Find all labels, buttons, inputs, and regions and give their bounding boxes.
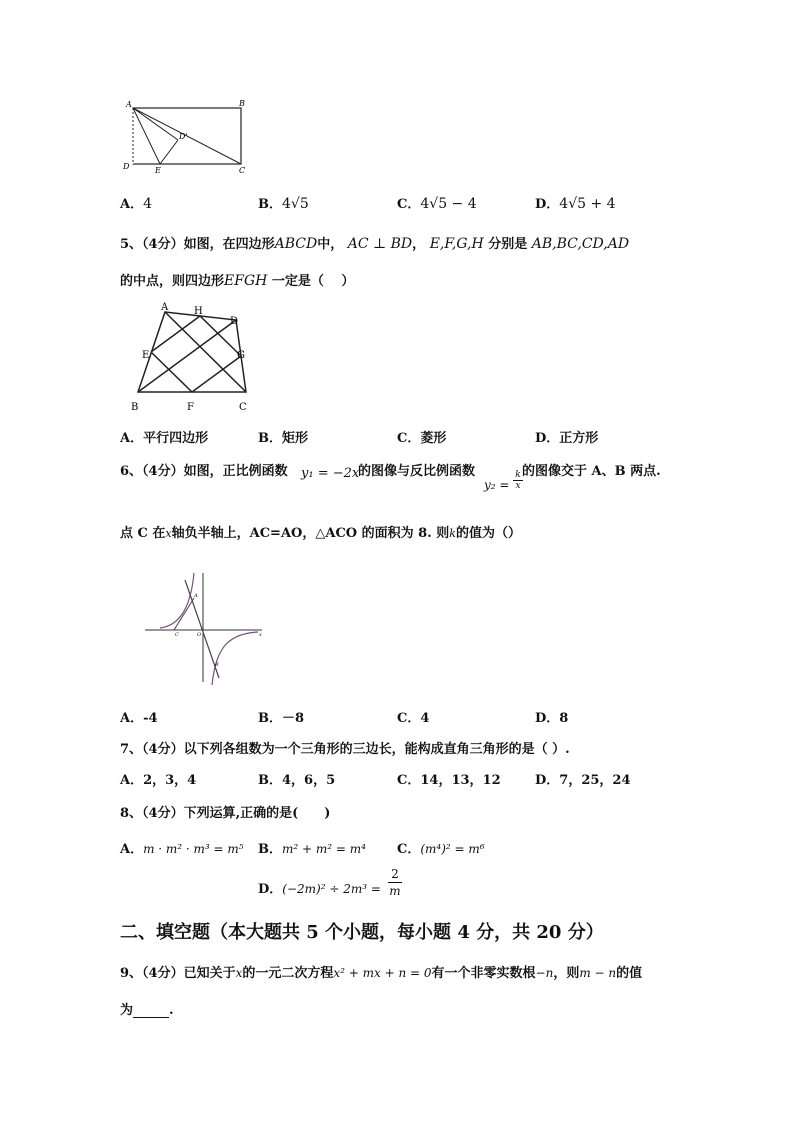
option-label: A．	[120, 711, 144, 726]
option-label: B．	[258, 773, 282, 788]
q7-option-d	[535, 769, 631, 788]
option-label: B．	[258, 431, 282, 446]
q6-stem-line1b: 的图像与反比例函数	[358, 464, 476, 479]
option-text: (−2m)² ÷ 2m³ =	[282, 882, 381, 896]
q8-option-b	[258, 838, 366, 857]
q5-label-g: G	[237, 350, 245, 361]
q5-option-c	[397, 427, 446, 446]
q8-option-d	[258, 878, 381, 897]
q5-figure	[128, 300, 258, 416]
q8-option-c	[397, 838, 485, 857]
q9-equation: x² + mx + n = 0	[333, 966, 432, 980]
q6-text3: 的值为（）	[455, 526, 521, 541]
q9-x: x	[235, 966, 243, 980]
q5-perp: AC ⊥ BD	[347, 236, 413, 252]
option-text: 菱形	[420, 431, 447, 446]
q5-label-d: D	[230, 316, 239, 327]
q6-stem-line1c: 的图像交于 A、B 两点.	[522, 464, 661, 479]
option-text: 4	[143, 196, 153, 212]
q5-label-c: C	[239, 402, 247, 413]
option-text: 4√5	[282, 196, 309, 212]
option-text: 正方形	[559, 431, 599, 446]
q5-option-d	[535, 427, 598, 446]
q4-option-b	[258, 193, 309, 212]
q8-option-a	[120, 838, 244, 857]
q9-stem-line1	[120, 962, 642, 981]
option-label: B．	[258, 842, 282, 857]
option-text: －8	[282, 711, 305, 726]
option-text: m² + m² = m⁴	[282, 842, 366, 856]
option-label: C．	[397, 773, 421, 788]
q5-option-a	[120, 427, 208, 446]
option-label: D．	[535, 711, 560, 726]
option-text: 8	[559, 711, 569, 726]
section-heading: 二、填空题（本大题共 5 个小题，每小题 4 分，共 20 分）	[120, 922, 604, 943]
q5-label-a: A	[161, 302, 169, 313]
option-text: -4	[143, 711, 158, 726]
q6-label-b: B	[215, 662, 219, 668]
q9-text7: .	[169, 1003, 174, 1018]
q5-option-b	[258, 427, 308, 446]
q6-label-o: O	[197, 632, 202, 638]
q9-stem-line2	[120, 999, 174, 1018]
q4-label-e: E	[155, 166, 161, 175]
q9-answer-blank[interactable]	[133, 1004, 169, 1018]
option-label: A．	[120, 431, 144, 446]
option-label: B．	[258, 711, 282, 726]
q4-option-d	[535, 193, 616, 212]
q4-label-b: B	[239, 99, 245, 108]
q5-text4: 一定是（ ）	[271, 274, 355, 289]
q6-label-x: x	[259, 632, 262, 638]
q6-text2: 轴负半轴上，AC=AO，△ACO 的面积为 8. 则	[171, 526, 450, 541]
q9-expr: m − n	[579, 966, 617, 980]
q6-option-a	[120, 707, 158, 726]
option-text: 平行四边形	[143, 431, 209, 446]
q4-label-a: A	[126, 100, 132, 109]
option-text: 7，25，24	[559, 773, 631, 788]
option-label: D．	[258, 882, 283, 897]
q6-label-c: C	[175, 632, 179, 638]
option-label: C．	[397, 197, 421, 212]
option-label: A．	[120, 842, 144, 857]
q5-quad: ABCD	[274, 236, 318, 252]
q6-y1: y₁ = −2x	[301, 466, 360, 481]
q5-label-f: F	[187, 402, 194, 413]
option-text: 4	[420, 711, 430, 726]
q6-label-a: A	[194, 593, 198, 599]
q5-stem-line1	[120, 233, 629, 252]
q6-k: k	[449, 527, 456, 540]
q5-stem-line2	[120, 270, 354, 289]
q8-d-frac-num: 2	[391, 867, 399, 881]
q5-text2: 分别是	[488, 237, 528, 252]
q9-root: −n	[535, 966, 554, 980]
option-label: D．	[535, 197, 560, 212]
q5-label-b: B	[131, 402, 139, 413]
q6-figure	[140, 570, 270, 688]
q8-d-frac-den: m	[389, 884, 401, 898]
q5-points: E,F,G,H	[429, 236, 484, 252]
option-text: 14，13，12	[420, 773, 501, 788]
q9-text5: 的值	[616, 966, 643, 981]
q7-stem: 7、（4分）以下列各组数为一个三角形的三边长，能构成直角三角形的是（ ）.	[120, 742, 570, 757]
q6-option-b	[258, 707, 304, 726]
q9-text3: 有一个非零实数根	[431, 966, 536, 981]
q6-text: 点 C 在	[120, 526, 166, 541]
option-label: C．	[397, 711, 421, 726]
q6-option-d	[535, 707, 568, 726]
q5-comma: ，	[412, 237, 426, 252]
q7-option-c	[397, 769, 501, 788]
q6-stem-line2	[120, 522, 521, 541]
option-text: 2，3，4	[143, 773, 197, 788]
option-text: 4，6，5	[282, 773, 336, 788]
option-label: D．	[535, 431, 560, 446]
q4-figure	[118, 96, 258, 176]
q6-x: x	[165, 527, 172, 540]
q4-option-c	[397, 193, 477, 212]
option-label: C．	[397, 431, 421, 446]
q5-label-h: H	[194, 306, 203, 317]
option-label: C．	[397, 842, 421, 857]
q5-text3: 的中点，则四边形	[120, 274, 225, 289]
option-label: A．	[120, 197, 144, 212]
q5-label-e: E	[142, 350, 150, 361]
q4-label-dprime: D'	[179, 132, 188, 141]
option-text: m · m² · m³ = m⁵	[143, 842, 244, 856]
q8-d-fraction	[388, 866, 402, 899]
option-label: B．	[258, 197, 282, 212]
option-text: 矩形	[282, 431, 309, 446]
q4-label-d: D	[123, 162, 130, 171]
q5-number: 5、（4分）如图，在四边形	[120, 237, 275, 252]
q6-frac-num: k	[515, 470, 521, 480]
q9-text2: 的一元二次方程	[242, 966, 334, 981]
q9-text6: 为	[120, 1003, 134, 1018]
option-text: 4√5 + 4	[559, 196, 616, 212]
q7-option-a	[120, 769, 196, 788]
q4-label-c: C	[239, 166, 246, 175]
q8-stem: 8、（4分）下列运算,正确的是( )	[120, 806, 331, 821]
option-label: D．	[535, 773, 560, 788]
q5-efgh: EFGH	[224, 273, 268, 289]
q6-option-c	[397, 707, 429, 726]
q9-text4: ，则	[553, 966, 580, 981]
q6-y2: y₂ =	[484, 478, 510, 492]
q4-option-a	[120, 193, 152, 212]
q7-option-b	[258, 769, 335, 788]
q6-frac-den: x	[513, 480, 523, 491]
q5-sides: AB,BC,CD,AD	[531, 236, 630, 252]
q6-stem-line1a: 6、（4分）如图，正比例函数	[120, 464, 288, 479]
q9-text: 9、（4分）已知关于	[120, 966, 236, 981]
q5-text: 中，	[317, 237, 344, 252]
option-text: 4√5 − 4	[420, 196, 477, 212]
option-label: A．	[120, 773, 144, 788]
option-text: (m⁴)² = m⁶	[420, 842, 485, 856]
